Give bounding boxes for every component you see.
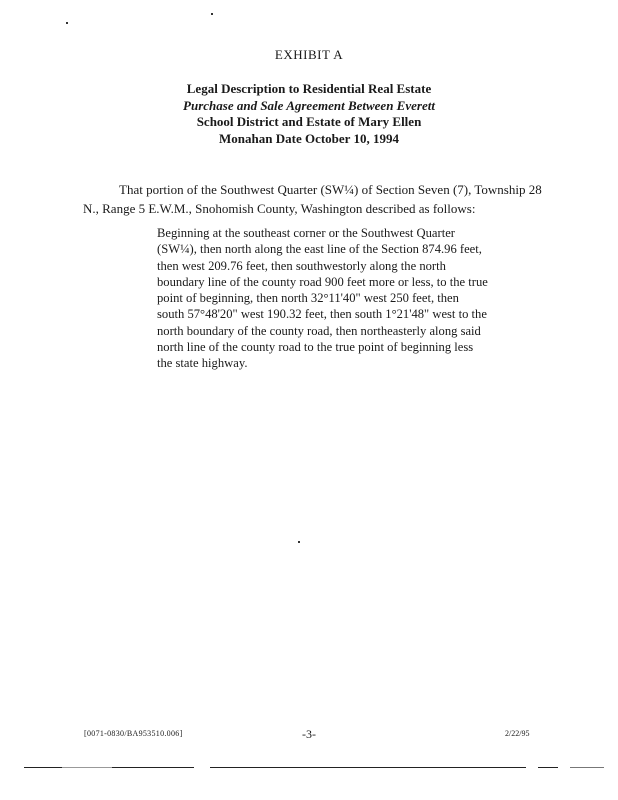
subtitle-line: School District and Estate of Mary Ellen — [196, 114, 422, 129]
description-line: Beginning at the southeast corner or the Southwest Quarter — [157, 226, 455, 240]
scan-edge-line — [538, 767, 558, 768]
scan-edge-line — [24, 767, 62, 768]
footer-document-id: [0071-0830/BA953510.006] — [84, 729, 183, 738]
document-subtitle — [0, 81, 618, 147]
description-line: the state highway. — [157, 356, 248, 371]
legal-description — [157, 225, 537, 372]
description-line: north line of the county road to the true point of beginning less — [157, 340, 474, 355]
intro-paragraph: That portion of the Southwest Quarter (SW¼) of Section Seven (7), Township 28 N., Range 5 E.W.M., Snohomish County, Washington described as follows: — [83, 182, 542, 216]
scan-edge-line — [62, 767, 112, 768]
description-line: then west 209.76 feet, then southwestorly along the north — [157, 258, 446, 273]
description-line: (SW¼), then north along the east line of the Section 874.96 feet, — [157, 242, 482, 257]
scan-speck — [298, 541, 300, 543]
scan-edge-line — [570, 767, 604, 768]
description-line: point of beginning, then north 32°11'40" west 250 feet, then — [157, 291, 459, 306]
subtitle-line: Purchase and Sale Agreement Between Everett — [183, 97, 435, 113]
subtitle-line: Monahan Date October 10, 1994 — [219, 130, 399, 146]
scan-edge-line — [210, 767, 526, 768]
scan-speck — [66, 22, 68, 24]
footer-page-number: -3- — [302, 727, 316, 741]
scan-edge-line — [112, 767, 194, 768]
description-line: north boundary of the county road, then northeasterly along said — [157, 323, 481, 338]
exhibit-title: EXHIBIT A — [274, 47, 344, 62]
description-line: boundary line of the county road 900 feet more or less, to the true — [157, 274, 488, 289]
footer-date: 2/22/95 — [505, 729, 530, 738]
subtitle-line: Legal Description to Residential Real Estate — [186, 81, 432, 96]
scan-speck — [211, 13, 213, 15]
description-line: south 57°48'20" west 190.32 feet, then south 1°21'48" west to the — [157, 307, 487, 322]
